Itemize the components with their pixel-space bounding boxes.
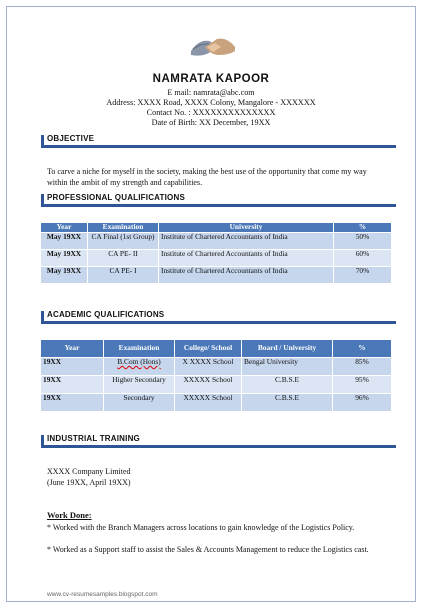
cell-board: Bengal University — [242, 358, 333, 376]
cell-percent: 95% — [333, 376, 392, 394]
table-row — [41, 376, 392, 394]
cell-year: 19XX — [41, 394, 104, 412]
work-point-1: * Worked with the Branch Managers across locations to gain knowledge of the Logistics Policy. — [47, 523, 355, 532]
cell-university: Institute of Chartered Accountants of India — [159, 232, 334, 249]
cell-exam: B.Com (Hons) — [104, 358, 175, 376]
training-company: XXXX Company Limited — [47, 467, 131, 476]
cell-exam: Higher Secondary — [104, 376, 175, 394]
cell-percent: 60% — [334, 249, 392, 266]
cell-year: May 19XX — [41, 266, 88, 283]
table-row — [41, 394, 392, 412]
cell-college: X XXXX School — [175, 358, 242, 376]
col-examination: Examination — [88, 223, 159, 233]
col-percent: % — [334, 223, 392, 233]
cell-percent: 70% — [334, 266, 392, 283]
resume-page — [6, 6, 416, 602]
cell-exam: CA PE- I — [88, 266, 159, 283]
cell-percent: 85% — [333, 358, 392, 376]
cell-board: C.B.S.E — [242, 376, 333, 394]
cell-university: Institute of Chartered Accountants of India — [159, 249, 334, 266]
table-row — [41, 249, 392, 266]
academic-table — [40, 339, 392, 412]
objective-heading-text: OBJECTIVE — [47, 134, 97, 143]
footer-url[interactable]: www.cv-resumesamples.blogspot.com — [47, 591, 158, 598]
col-board: Board / University — [242, 340, 333, 358]
training-heading — [41, 435, 396, 448]
training-period: (June 19XX, April 19XX) — [47, 478, 131, 487]
table-row — [41, 232, 392, 249]
cell-year: 19XX — [41, 358, 104, 376]
contact-line: Contact No. : XXXXXXXXXXXXXX — [146, 108, 276, 117]
address-line: Address: XXXX Road, XXXX Colony, Mangalore - XXXXXX — [106, 98, 316, 107]
cell-year: May 19XX — [41, 249, 88, 266]
objective-heading — [41, 135, 396, 148]
table-header-row — [41, 223, 392, 233]
col-college: College/ School — [175, 340, 242, 358]
work-point-2: * Worked as a Support staff to assist the Sales & Accounts Management to reduce the Logistics cast. — [47, 545, 369, 554]
col-examination: Examination — [104, 340, 175, 358]
cell-percent: 50% — [334, 232, 392, 249]
cell-board: C.B.S.E — [242, 394, 333, 412]
table-row — [41, 266, 392, 283]
candidate-name: NAMRATA KAPOOR — [152, 73, 270, 85]
cell-exam: Secondary — [104, 394, 175, 412]
cell-college: XXXXX School — [175, 394, 242, 412]
professional-table — [40, 222, 392, 284]
col-university: University — [159, 223, 334, 233]
handshake-icon — [187, 25, 239, 69]
col-year: Year — [41, 340, 104, 358]
col-percent: % — [333, 340, 392, 358]
table-row — [41, 358, 392, 376]
objective-text: To carve a niche for myself in the society, making the best use of the opportunity that come my way within the ambit of my strength and capabilities. — [47, 167, 367, 187]
cell-college: XXXXX School — [175, 376, 242, 394]
training-heading-text: INDUSTRIAL TRAINING — [47, 434, 143, 443]
professional-heading-text: PROFESSIONAL QUALIFICATIONS — [47, 193, 188, 202]
col-year: Year — [41, 223, 88, 233]
table-header-row — [41, 340, 392, 358]
professional-heading — [41, 194, 396, 207]
cell-university: Institute of Chartered Accountants of India — [159, 266, 334, 283]
cell-exam: CA Final (1st Group) — [88, 232, 159, 249]
dob-line: Date of Birth: XX December, 19XX — [151, 118, 271, 127]
academic-heading-text: ACADEMIC QUALIFICATIONS — [47, 310, 167, 319]
work-done-heading: Work Done: — [47, 510, 92, 520]
cell-percent: 96% — [333, 394, 392, 412]
cell-year: 19XX — [41, 376, 104, 394]
academic-heading — [41, 311, 396, 324]
email-line: E mail: namrata@abc.com — [167, 88, 255, 97]
cell-exam: CA PE- II — [88, 249, 159, 266]
cell-year: May 19XX — [41, 232, 88, 249]
